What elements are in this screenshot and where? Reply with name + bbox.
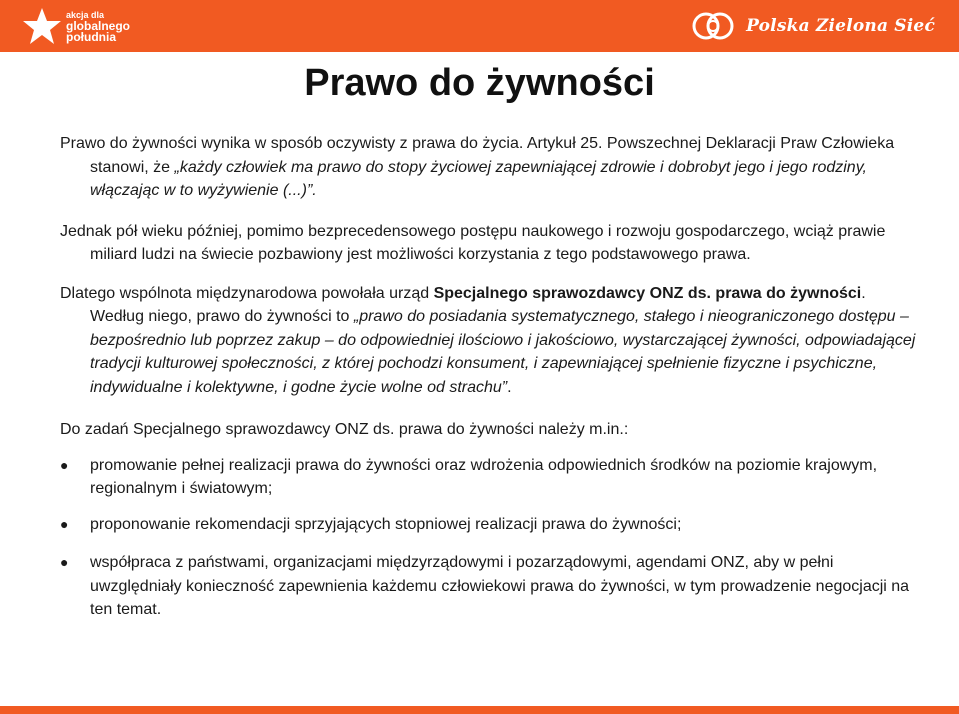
bullet-icon: ● [60, 456, 69, 473]
list-item-text: proponowanie rekomendacji sprzyjających stopniowej realizacji prawa do żywności; [90, 515, 682, 533]
p1-quote: „każdy człowiek ma prawo do stopy życiowej zapewniającej zdrowie i dobrobyt jego i jego rodziny, włączając w to wyżywienie (...)”. [90, 158, 867, 199]
p3-text-e: . [507, 378, 512, 396]
list-item [60, 513, 922, 537]
akcja-logo [22, 4, 130, 48]
akcja-logo-text [66, 10, 130, 43]
list-item-text: współpraca z państwami, organizacjami międzyrządowymi i pozarządowymi, agendami ONZ, aby w pełni uwzględniały konieczność zapewnienia każdemu człowiekowi prawa do żywności, w tym prowadzenie negocjacji na ten temat. [90, 554, 910, 618]
footer-bar [0, 706, 959, 714]
star-icon [22, 6, 62, 46]
bullet-icon: ● [60, 515, 69, 532]
p3-definition-quote: „prawo do posiadania systematycznego, stałego i nieograniczonego dostępu – bezpośrednio lub poprzez zakup – do odpowiedniej ilościowo i jakościowo, wystarczającej żywności, odpowiadającej tradycji kulturowej społeczności, z której pochodzi konsument, i zapewniającej spełnienie fizyczne i psychiczne, indywidualne i kolektywne, i godne życie wolne od strachu” [90, 308, 916, 396]
pzs-logo-text: Polska Zielona Sieć [746, 16, 935, 36]
page-title: Prawo do żywności [304, 62, 655, 104]
paragraph-tasks-intro: Do zadań Specjalnego sprawozdawcy ONZ ds. prawa do żywności należy m.in.: [60, 421, 629, 438]
logo-line-1: akcja dla [66, 9, 105, 20]
main-content [60, 132, 922, 634]
logo-line-3: południa [66, 29, 116, 44]
list-item-text: promowanie pełnej realizacji prawa do żywności oraz wdrożenia odpowiednich środków na poziomie krajowym, regionalnym i światowym; [90, 456, 878, 497]
p3-text-c: . Według niego, prawo do żywności to [90, 284, 866, 325]
paragraph-half-century: Jednak pół wieku później, pomimo bezprecedensowego postępu naukowego i rozwoju gospodarczego, wciąż prawie miliard ludzi na świecie pozbawiony jest możliwości korzystania z tego podstawowego prawa. [60, 222, 886, 263]
p1-text: Prawo do żywności wynika w sposób oczywisty z prawa do życia. Artykuł 25. Powszechnej Deklaracji Praw Człowieka stanowi, że [60, 135, 895, 176]
p3-text-a: Dlatego wspólnota międzynarodowa powołała urząd [60, 284, 434, 302]
list-item [60, 551, 922, 622]
logo-line-2: globalnego [66, 18, 130, 33]
paragraph-article-25 [60, 132, 922, 203]
p3-rapporteur-title: Specjalnego sprawozdawcy ONZ ds. prawa do żywności [433, 284, 862, 302]
tasks-list [60, 454, 922, 622]
rings-icon [690, 8, 738, 44]
header-bar [0, 0, 959, 52]
list-item [60, 454, 922, 501]
bullet-icon: ● [60, 554, 69, 570]
pzs-logo [690, 6, 935, 46]
paragraph-rapporteur [60, 282, 922, 400]
